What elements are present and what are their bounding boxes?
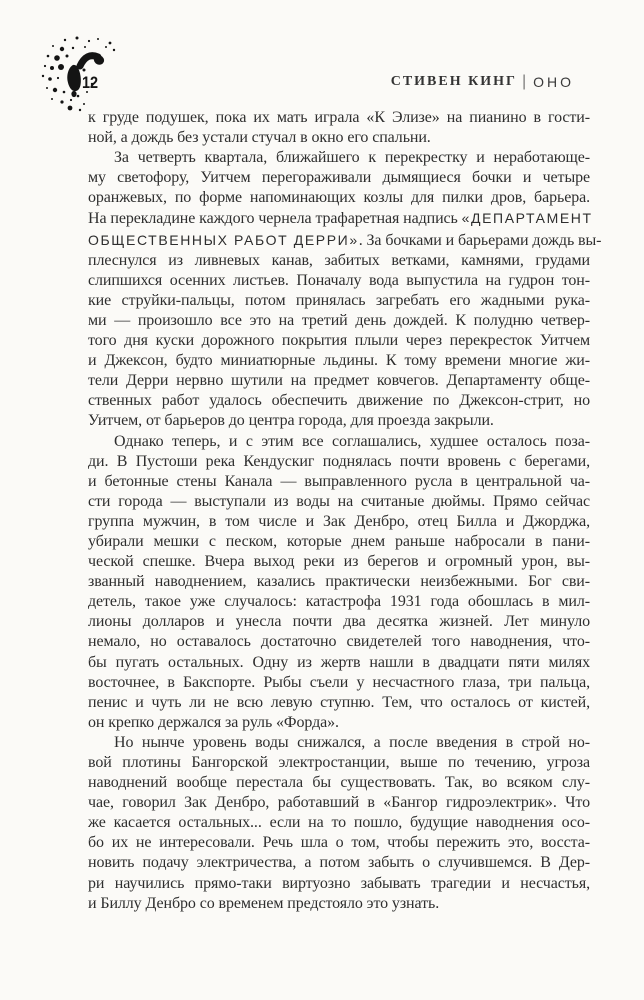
text-line: и Джексон, будто миниатюрные льдины. К тому времени многие жи- xyxy=(88,352,590,370)
text-line: ми — произошло все это на третий день дождей. К полудню четвер- xyxy=(88,311,590,329)
text-line: детель, такое уже случалось: катастрофа 1931 года обошлась в мил- xyxy=(88,593,590,611)
paragraph xyxy=(88,148,602,431)
text-line: На перекладине каждого чернела трафаретная надпись «ДЕПАРТАМЕНТ xyxy=(88,210,593,228)
text-line: Но нынче уровень воды снижался, а после введения в строй но- xyxy=(114,733,590,751)
text-line: и бетонные стены Канала — выправленного русла в центральной ча- xyxy=(88,472,590,490)
text-line: группа мужчин, в том числе и Зак Денбро, отец Билла и Джорджа, xyxy=(88,512,590,530)
paragraph xyxy=(88,108,590,148)
page-number: 12 xyxy=(82,73,99,92)
text-line: Уитчем, от барьеров до центра города, для проезда закрыли. xyxy=(88,412,494,430)
text-line: слипшихся осенних листьев. Поначалу вода выпустила на гудрон тон- xyxy=(88,271,590,289)
text-line: ди. В Пустоши река Кендускиг поднялась почти вровень с берегами, xyxy=(88,452,590,470)
text-line: Однако теперь, и с этим все соглашались, худшее осталось поза- xyxy=(114,432,590,450)
text-line: бы пугать остальных. Одну из жертв нашли в двадцати пяти милях xyxy=(88,653,590,671)
text-line: сти города — выступали из воды на считаные дюймы. Прямо сейчас xyxy=(88,492,590,510)
text-line: же касается остальных... если на то пошло, будущие наводнения осо- xyxy=(88,814,590,832)
text-line: вой плотины Бангорской электростанции, выше по течению, угроза xyxy=(88,754,590,771)
text-line: восточнее, в Бакспорте. Рыбы съели у несчастного глаза, три пальца, xyxy=(88,673,590,691)
text-line: За четверть квартала, ближайшего к перекрестку и неработающе- xyxy=(114,149,590,167)
text-line: новить подачу электричества, а потом забыть о случившемся. В Дер- xyxy=(88,854,590,872)
text-line: кие струйки-пальцы, потом принялась загребать его жадными рука- xyxy=(88,291,590,309)
text-line: званный наводнением, казались практически неизбежными. Бог сви- xyxy=(88,573,590,591)
text-line: он крепко держался за руль «Форда». xyxy=(88,713,339,731)
text-line: му светофору, Уитчем перегораживали дымящиеся бочки и четыре xyxy=(88,169,590,187)
text-line: ОБЩЕСТВЕННЫХ РАБОТ ДЕРРИ». За бочками и барьерами дождь вы- xyxy=(88,231,602,249)
body-text xyxy=(88,108,602,914)
text-line: плеснулся из ливневых канав, забитых ветками, камнями, грудами xyxy=(88,251,590,269)
text-line: ри научились прямо-таки виртуозно забывать трагедии и несчастья, xyxy=(88,874,590,892)
running-head-author: СТИВЕН КИНГ xyxy=(390,74,517,89)
text-line: чае, говорил Зак Денбро, работавший в «Бангор гидроэлектрик». Что xyxy=(88,794,590,812)
text-line: и Биллу Денбро со временем предстояло это узнать. xyxy=(88,894,440,912)
text-line: лионы долларов и унесла почти два десятка жизней. Лет минуло xyxy=(88,613,590,631)
text-line: ческой спешке. Вчера выход реки из берегов и огромный урон, вы- xyxy=(88,553,590,571)
text-line: пенис и чуть ли не всю левую ступню. Тем, что осталось от кистей, xyxy=(88,693,590,711)
text-line: немало, но оставалось достаточно свидетелей того наводнения, что- xyxy=(88,633,590,651)
running-head-title: ОНО xyxy=(533,74,574,90)
text-line: к груде подушек, пока их мать играла «К Элизе» на пианино в гости- xyxy=(88,109,590,126)
text-line: бо их не интересовали. Речь шла о том, чтобы пережить это, восста- xyxy=(88,834,590,852)
text-line: наводнений вообще перестала бы существовать. Так, во всяком слу- xyxy=(88,774,590,792)
text-line: ственных работ удалось обеспечить движение по Джексон-стрит, но xyxy=(88,392,590,410)
text-line: убирали мешки с песком, которые днем раньше набросали в пани- xyxy=(88,532,590,550)
text-line: тели Дерри нервно шутили на предмет ковчегов. Департаменту обще- xyxy=(88,372,590,390)
paragraph xyxy=(88,733,590,914)
running-head xyxy=(391,73,574,91)
paragraph xyxy=(88,432,590,733)
running-head-separator: | xyxy=(522,73,526,90)
text-line: ной, а дождь без устали стучал в окно его спальни. xyxy=(88,129,431,147)
text-line: оранжевых, по форме напоминающих козлы для пилки дров, барьера. xyxy=(88,189,590,207)
text-line: того дня куски дорожного покрытия плыли через перекресток Уитчем xyxy=(88,332,590,350)
